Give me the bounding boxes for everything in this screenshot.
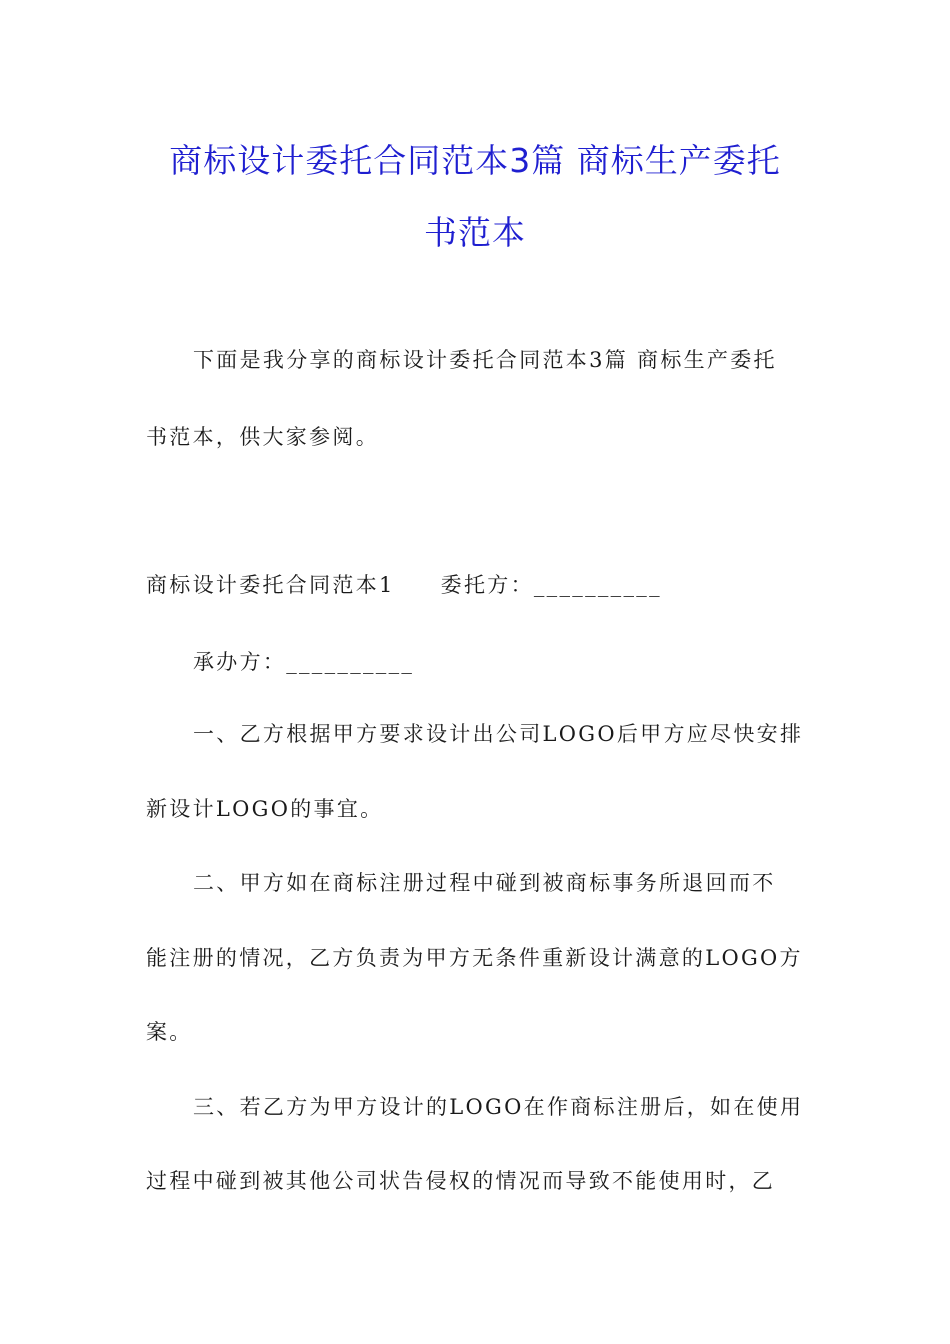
document-title-line-2: 书范本 bbox=[424, 213, 526, 252]
document-title-line-1: 商标设计委托合同范本3篇 商标生产委托 bbox=[169, 141, 781, 180]
clause-1-line-1: 一、乙方根据甲方要求设计出公司LOGO后甲方应尽快安排 bbox=[193, 722, 804, 746]
contract-heading: 商标设计委托合同范本1 bbox=[146, 573, 395, 597]
intro-line-2: 书范本，供大家参阅。 bbox=[146, 425, 379, 449]
clause-3-line-1: 三、若乙方为甲方设计的LOGO在作商标注册后，如在使用 bbox=[193, 1095, 804, 1119]
clause-2-line-3: 案。 bbox=[146, 1020, 193, 1044]
clause-3-line-2: 过程中碰到被其他公司状告侵权的情况而导致不能使用时，乙 bbox=[146, 1169, 776, 1193]
contractor-label: 承办方：__________ bbox=[193, 650, 415, 674]
client-label: 委托方：__________ bbox=[440, 573, 662, 597]
contract-heading-row bbox=[146, 572, 662, 598]
clause-1-line-2: 新设计LOGO的事宜。 bbox=[146, 797, 384, 821]
clause-2-line-1: 二、甲方如在商标注册过程中碰到被商标事务所退回而不 bbox=[193, 871, 776, 895]
intro-line-1: 下面是我分享的商标设计委托合同范本3篇 商标生产委托 bbox=[193, 348, 777, 372]
clause-2-line-2: 能注册的情况，乙方负责为甲方无条件重新设计满意的LOGO方 bbox=[146, 946, 803, 970]
